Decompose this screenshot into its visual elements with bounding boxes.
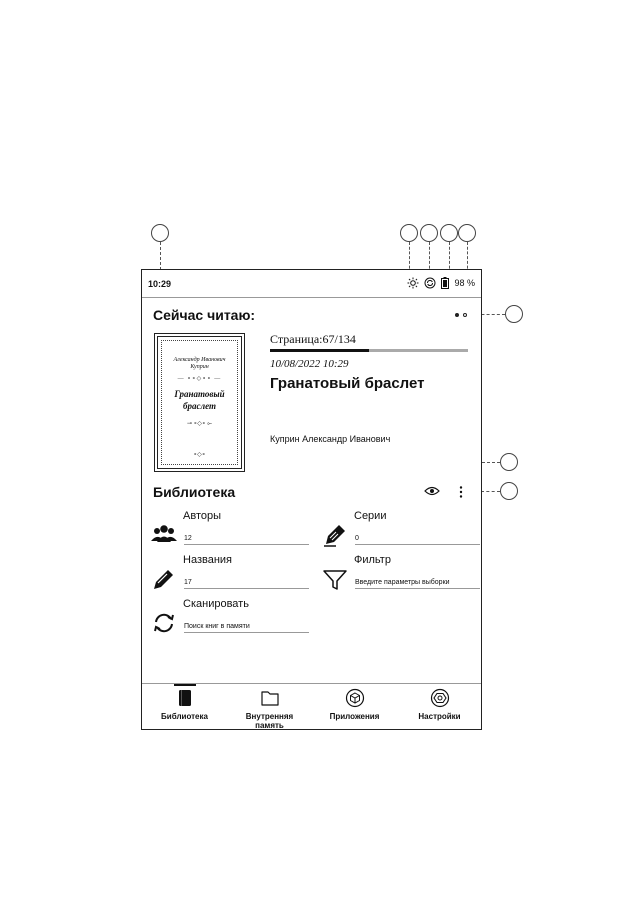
library-item-value: 12 [184,535,192,542]
library-item-value: Поиск книг в памяти [184,623,250,630]
settings-icon [430,688,450,708]
cube-icon [345,688,365,708]
cover-ornament-bottom: ∘◇∘ [193,452,206,458]
page-indicator[interactable] [455,313,467,317]
library-item-titles[interactable] [151,554,309,598]
library-item-underline [184,544,309,545]
library-item-label: Фильтр [354,554,391,566]
nav-tab-label: Настройки [418,712,461,721]
library-item-label: Серии [354,510,387,522]
callout-marker-5 [458,224,476,242]
status-time: 10:29 [148,279,172,289]
callout-marker-4 [440,224,458,242]
users-icon [151,522,177,548]
library-item-underline [355,544,480,545]
more-options-icon[interactable] [459,485,463,503]
refresh-icon [151,610,177,636]
callout-marker-1 [151,224,169,242]
last-read-date: 10/08/2022 10:29 [270,358,349,370]
nav-tab-library[interactable] [142,684,227,730]
battery-icon [441,277,449,289]
cover-title: Гранатовый браслет [174,389,225,411]
book-title[interactable]: Гранатовый браслет [270,375,425,392]
library-item-underline [184,632,309,633]
library-item-value: 0 [355,535,359,542]
eye-icon[interactable] [424,483,440,501]
callout-marker-3 [420,224,438,242]
sync-icon[interactable] [424,277,436,289]
cover-ornament-middle: ⊸ ∘◇∘ ⟜ [187,421,212,427]
nav-tab-settings[interactable] [397,684,482,730]
reading-progress-fill [270,349,369,352]
filter-icon [322,566,348,592]
status-bar-divider [142,297,481,298]
folder-icon [260,688,280,708]
callout-marker-7 [500,453,518,471]
nav-tab-apps[interactable] [312,684,397,730]
book-cover[interactable] [154,333,245,472]
reading-progress-bar [270,349,468,352]
cover-ornament-top: — ∘∘◇∘∘ — [177,376,222,382]
callout-marker-6 [505,305,523,323]
library-item-value: 17 [184,579,192,586]
callout-marker-8 [500,482,518,500]
nav-active-indicator [174,684,196,686]
library-item-scan[interactable] [151,598,309,642]
callout-marker-2 [400,224,418,242]
device-screen [141,269,482,730]
library-item-filter[interactable] [322,554,480,598]
library-heading: Библиотека [153,484,236,500]
brightness-icon[interactable] [407,277,419,289]
page-dot-2[interactable] [463,313,467,317]
pen-icon [322,522,348,548]
nav-tab-label: Приложения [329,712,380,721]
library-item-underline [355,588,480,589]
library-item-series[interactable] [322,510,480,554]
library-item-label: Названия [183,554,232,566]
cover-author: Александр Иванович Куприн [173,357,226,370]
page-counter: Страница:67/134 [270,332,356,346]
book-cover-inner [161,340,238,465]
battery-level: 98 % [454,278,475,288]
library-item-label: Авторы [183,510,221,522]
library-item-underline [184,588,309,589]
book-author: Куприн Александр Иванович [270,434,391,444]
book-icon [175,688,195,708]
library-item-value: Введите параметры выборки [355,579,450,586]
nav-tab-internal-memory[interactable] [227,684,312,730]
nav-tab-label: Библиотека [161,712,208,721]
nav-tab-label: Внутренняя память [245,712,294,730]
now-reading-heading: Сейчас читаю: [153,307,256,323]
library-item-authors[interactable] [151,510,309,554]
status-icons [407,277,475,289]
page-dot-1[interactable] [455,313,459,317]
library-item-label: Сканировать [183,598,249,610]
pencil-icon [151,566,177,592]
